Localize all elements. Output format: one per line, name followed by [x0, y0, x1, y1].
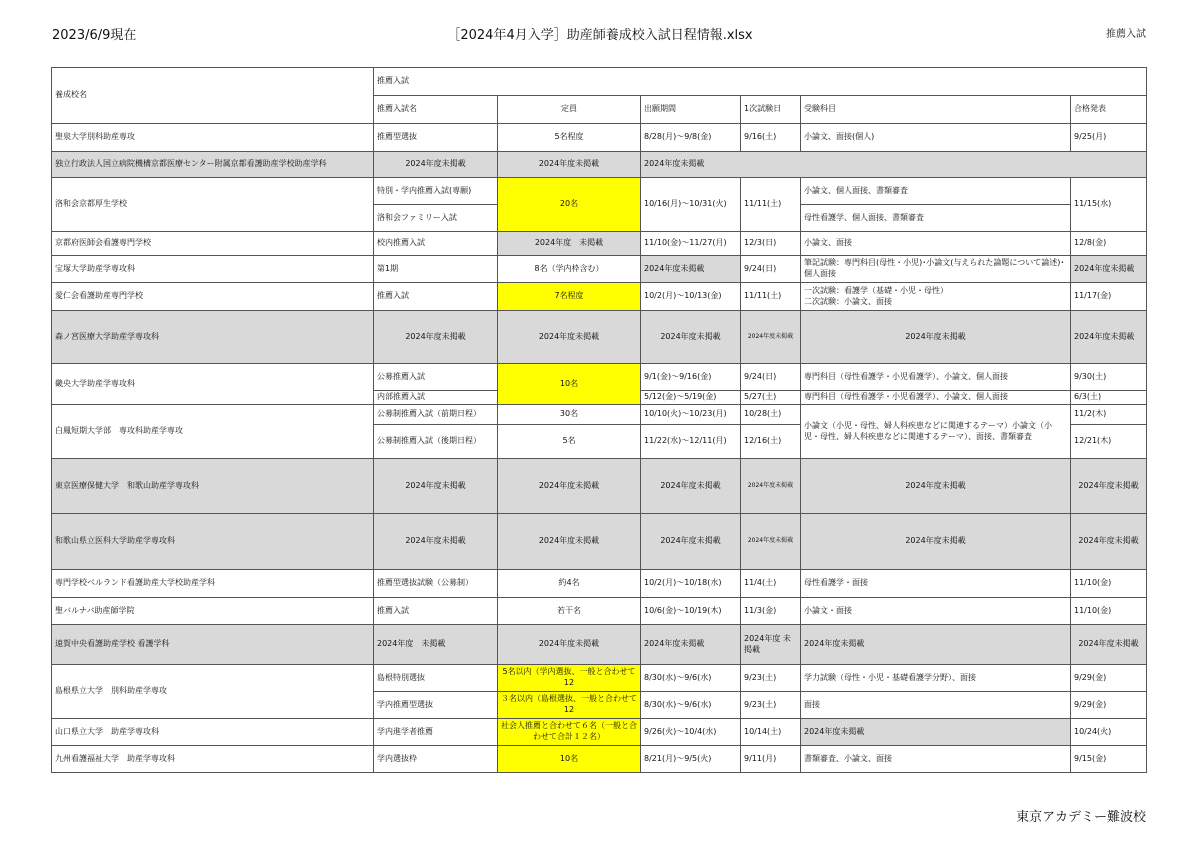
subjects: 母性看護学・面接 — [801, 570, 1071, 598]
subjects: 小論文（小児・母性、婦人科疾患などに関連するテーマ）小論文（小児・母性、婦人科疾患などに関連するテーマ）、面接、書類審査 — [801, 405, 1071, 459]
exam-date: 9/24(日) — [741, 364, 801, 391]
table-row — [52, 232, 1147, 256]
sheet-tag: 推薦入試 — [1106, 29, 1146, 40]
school-name: 山口県立大学 助産学専攻科 — [52, 719, 374, 746]
result-date: 2024年度未掲載 — [1071, 625, 1147, 665]
school-name: 宝塚大学助産学専攻科 — [52, 256, 374, 283]
capacity: 2024年度 未掲載 — [498, 232, 641, 256]
exam-name: 公募制推薦入試（前期日程） — [374, 405, 498, 425]
table-row — [52, 459, 1147, 514]
result-date: 11/10(金) — [1071, 570, 1147, 598]
application-period: 2024年度未掲載 — [641, 459, 741, 514]
col-header-capacity: 定員 — [498, 96, 641, 124]
application-period: 8/21(月)～9/5(火) — [641, 746, 741, 773]
table-row — [52, 256, 1147, 283]
exam-name: 推薦入試 — [374, 598, 498, 625]
exam-name: 2024年度未掲載 — [374, 459, 498, 514]
table-row — [52, 665, 1147, 692]
subjects: 専門科目（母性看護学・小児看護学）、小論文、個人面接 — [801, 391, 1071, 405]
group-header: 推薦入試 — [374, 68, 1147, 96]
capacity: 5名以内（学内選抜、一般と合わせて12 — [498, 665, 641, 692]
exam-name: 学内進学者推薦 — [374, 719, 498, 746]
footer-branch-name: 東京アカデミー難波校 — [1016, 810, 1146, 825]
result-date: 11/10(金) — [1071, 598, 1147, 625]
exam-date: 9/16(土) — [741, 124, 801, 152]
subjects: 2024年度未掲載 — [801, 311, 1071, 364]
result-date: 2024年度未掲載 — [1071, 514, 1147, 570]
exam-date: 2024年度未掲載 — [741, 514, 801, 570]
capacity: 7名程度 — [498, 283, 641, 311]
exam-name: 学内選抜枠 — [374, 746, 498, 773]
result-date: 10/24(火) — [1071, 719, 1147, 746]
exam-date: 9/23(土) — [741, 692, 801, 719]
subjects: 2024年度未掲載 — [801, 459, 1071, 514]
col-header-name: 推薦入試名 — [374, 96, 498, 124]
result-date: 9/29(金) — [1071, 692, 1147, 719]
exam-name: 内部推薦入試 — [374, 391, 498, 405]
exam-date: 2024年度未掲載 — [741, 459, 801, 514]
table-row — [52, 152, 1147, 178]
application-period: 2024年度未掲載 — [641, 514, 741, 570]
result-date: 9/15(金) — [1071, 746, 1147, 773]
table-row — [52, 514, 1147, 570]
exam-name: 島根特別選抜 — [374, 665, 498, 692]
school-header: 養成校名 — [52, 68, 374, 124]
table-row — [52, 598, 1147, 625]
exam-name: 公募制推薦入試（後期日程） — [374, 425, 498, 459]
school-name: 洛和会京都厚生学校 — [52, 178, 374, 232]
table-row — [52, 311, 1147, 364]
subjects: 2024年度未掲載 — [801, 514, 1071, 570]
exam-date: 11/11(土) — [741, 178, 801, 232]
exam-date: 12/16(土) — [741, 425, 801, 459]
application-period: 2024年度未掲載 — [641, 256, 741, 283]
application-period: 2024年度未掲載 — [641, 311, 741, 364]
capacity: ３名以内（島根選抜、一般と合わせて12 — [498, 692, 641, 719]
col-header-subjects: 受験科目 — [801, 96, 1071, 124]
capacity: 5名程度 — [498, 124, 641, 152]
exam-name: 推薦型選抜試験（公募制） — [374, 570, 498, 598]
application-period: 9/26(火)～10/4(水) — [641, 719, 741, 746]
capacity: 2024年度未掲載 — [498, 459, 641, 514]
table-row — [52, 124, 1147, 152]
application-period: 2024年度未掲載 — [641, 152, 1147, 178]
subjects: 小論文、面接(個人) — [801, 124, 1071, 152]
exam-date: 2024年度 未掲載 — [741, 625, 801, 665]
capacity: 2024年度未掲載 — [498, 625, 641, 665]
school-name: 聖泉大学別科助産専攻 — [52, 124, 374, 152]
application-period: 11/10(金)～11/27(月) — [641, 232, 741, 256]
table-row — [52, 719, 1147, 746]
document-title: ［2024年4月入学］助産師養成校入試日程情報.xlsx — [447, 28, 753, 43]
result-date: 12/21(木) — [1071, 425, 1147, 459]
admission-schedule-table — [51, 67, 1147, 773]
subjects: 面接 — [801, 692, 1071, 719]
result-date: 11/15(水) — [1071, 178, 1147, 232]
capacity: 若干名 — [498, 598, 641, 625]
application-period: 2024年度未掲載 — [641, 625, 741, 665]
as-of-date: 2023/6/9現在 — [52, 28, 137, 43]
application-period: 10/2(月)～10/18(水) — [641, 570, 741, 598]
exam-name: 校内推薦入試 — [374, 232, 498, 256]
exam-date: 2024年度未掲載 — [741, 311, 801, 364]
school-name: 聖バルナバ助産師学院 — [52, 598, 374, 625]
subjects: 小論文、個人面接、書類審査 — [801, 178, 1071, 205]
table-row — [52, 625, 1147, 665]
subjects: 小論文、面接 — [801, 232, 1071, 256]
result-date: 11/2(木) — [1071, 405, 1147, 425]
capacity: 20名 — [498, 178, 641, 232]
table-row — [52, 570, 1147, 598]
exam-date: 9/24(日) — [741, 256, 801, 283]
subjects: 小論文・面接 — [801, 598, 1071, 625]
result-date: 2024年度未掲載 — [1071, 311, 1147, 364]
result-date: 2024年度未掲載 — [1071, 256, 1147, 283]
result-date: 12/8(金) — [1071, 232, 1147, 256]
exam-date: 10/28(土) — [741, 405, 801, 425]
exam-date: 11/11(土) — [741, 283, 801, 311]
application-period: 10/10(火)～10/23(月) — [641, 405, 741, 425]
exam-date: 11/3(金) — [741, 598, 801, 625]
subjects-line-1: 一次試験：看護学（基礎・小児・母性） — [804, 285, 948, 295]
exam-date: 12/3(日) — [741, 232, 801, 256]
exam-name: 2024年度 未掲載 — [374, 625, 498, 665]
col-header-exam: 1次試験日 — [741, 96, 801, 124]
result-date: 9/25(月) — [1071, 124, 1147, 152]
subjects: 筆記試験：専門科目(母性・小児)･小論文(与えられた論題について論述)･個人面接 — [801, 256, 1071, 283]
result-date: 2024年度未掲載 — [1071, 459, 1147, 514]
capacity: 社会人推薦と合わせて６名（一般と合わせて合計１２名） — [498, 719, 641, 746]
capacity: 8名（学内枠含む） — [498, 256, 641, 283]
school-name: 島根県立大学 別科助産学専攻 — [52, 665, 374, 719]
subjects: 書類審査、小論文、面接 — [801, 746, 1071, 773]
school-name: 森ノ宮医療大学助産学専攻科 — [52, 311, 374, 364]
capacity: 5名 — [498, 425, 641, 459]
table-row — [52, 178, 1147, 205]
subjects-line-2: 二次試験：小論文、面接 — [804, 296, 892, 306]
school-name: 九州看護福祉大学 助産学専攻科 — [52, 746, 374, 773]
header-row-1 — [52, 68, 1147, 96]
school-name: 和歌山県立医科大学助産学専攻科 — [52, 514, 374, 570]
subjects: 2024年度未掲載 — [801, 719, 1071, 746]
application-period: 8/30(水)～9/6(水) — [641, 665, 741, 692]
application-period: 10/2(月)～10/13(金) — [641, 283, 741, 311]
exam-name: 第1期 — [374, 256, 498, 283]
exam-date: 10/14(土) — [741, 719, 801, 746]
school-name: 白鳳短期大学部 専攻科助産学専攻 — [52, 405, 374, 459]
application-period: 8/28(月)～9/8(金) — [641, 124, 741, 152]
exam-name: 2024年度未掲載 — [374, 514, 498, 570]
school-name: 愛仁会看護助産専門学校 — [52, 283, 374, 311]
result-date: 6/3(土) — [1071, 391, 1147, 405]
col-header-result: 合格発表 — [1071, 96, 1147, 124]
exam-date: 11/4(土) — [741, 570, 801, 598]
capacity: 30名 — [498, 405, 641, 425]
exam-date: 5/27(土) — [741, 391, 801, 405]
school-name: 東京医療保健大学 和歌山助産学専攻科 — [52, 459, 374, 514]
table-row — [52, 364, 1147, 391]
capacity: 約4名 — [498, 570, 641, 598]
school-name: 遠賀中央看護助産学校 看護学科 — [52, 625, 374, 665]
application-period: 8/30(水)～9/6(水) — [641, 692, 741, 719]
exam-name: 特別・学内推薦入試(専願) — [374, 178, 498, 205]
result-date: 9/30(土) — [1071, 364, 1147, 391]
exam-name: 公募推薦入試 — [374, 364, 498, 391]
subjects: 専門科目（母性看護学・小児看護学）、小論文、個人面接 — [801, 364, 1071, 391]
application-period: 10/6(金)～10/19(木) — [641, 598, 741, 625]
capacity: 10名 — [498, 746, 641, 773]
school-name: 京都府医師会看護専門学校 — [52, 232, 374, 256]
application-period: 9/1(金)～9/16(金) — [641, 364, 741, 391]
exam-name: 推薦入試 — [374, 283, 498, 311]
table-row — [52, 746, 1147, 773]
exam-date: 9/11(月) — [741, 746, 801, 773]
exam-name: 推薦型選抜 — [374, 124, 498, 152]
capacity: 2024年度未掲載 — [498, 152, 641, 178]
capacity: 10名 — [498, 364, 641, 405]
result-date: 11/17(金) — [1071, 283, 1147, 311]
exam-date: 9/23(土) — [741, 665, 801, 692]
school-name: 専門学校ベルランド看護助産大学校助産学科 — [52, 570, 374, 598]
capacity: 2024年度未掲載 — [498, 311, 641, 364]
subjects — [801, 283, 1071, 311]
application-period: 5/12(金)～5/19(金) — [641, 391, 741, 405]
table-row — [52, 405, 1147, 425]
exam-name: 2024年度未掲載 — [374, 311, 498, 364]
school-name: 独立行政法人国立病院機構京都医療センター附属京都看護助産学校助産学科 — [52, 152, 374, 178]
exam-name: 2024年度未掲載 — [374, 152, 498, 178]
col-header-period: 出願期間 — [641, 96, 741, 124]
subjects: 学力試験（母性・小児・基礎看護学分野）、面接 — [801, 665, 1071, 692]
capacity: 2024年度未掲載 — [498, 514, 641, 570]
result-date: 9/29(金) — [1071, 665, 1147, 692]
subjects: 2024年度未掲載 — [801, 625, 1071, 665]
school-name: 畿央大学助産学専攻科 — [52, 364, 374, 405]
application-period: 10/16(月)～10/31(火) — [641, 178, 741, 232]
subjects: 母性看護学、個人面接、書類審査 — [801, 205, 1071, 232]
application-period: 11/22(水)～12/11(月) — [641, 425, 741, 459]
exam-name: 学内推薦型選抜 — [374, 692, 498, 719]
table-row — [52, 283, 1147, 311]
exam-name: 洛和会ファミリー入試 — [374, 205, 498, 232]
